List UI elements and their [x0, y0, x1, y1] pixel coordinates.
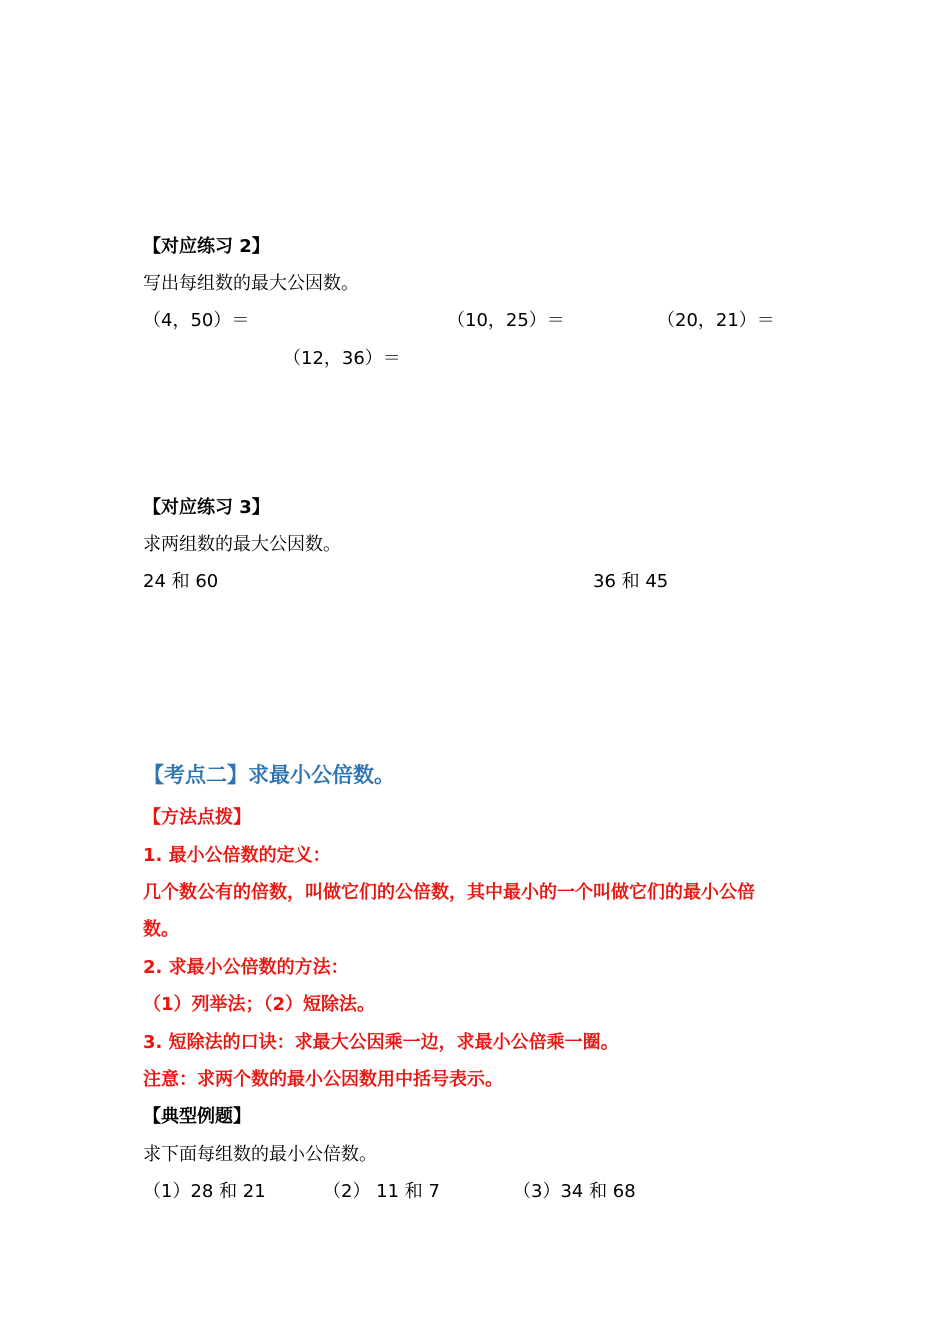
problem-item: （4，50）＝ [143, 310, 250, 331]
example-problem: （1）28 和 21 [143, 1181, 266, 1202]
method-point: （1）列举法；（2）短除法。 [143, 994, 376, 1015]
method-point: 3. 短除法的口诀：求最大公因乘一边，求最小公倍乘一圈。 [143, 1032, 619, 1053]
practice-3-heading: 【对应练习 3】 [143, 497, 270, 518]
example-problem: （3）34 和 68 [513, 1181, 636, 1202]
problem-item: 24 和 60 [143, 571, 219, 592]
method-point: 数。 [143, 919, 179, 940]
method-point: 2. 求最小公倍数的方法： [143, 957, 349, 978]
problem-item: （20，21）＝ [657, 310, 775, 331]
practice-2-heading: 【对应练习 2】 [143, 236, 270, 257]
method-heading: 【方法点拨】 [143, 807, 251, 828]
problem-item: 36 和 45 [593, 571, 669, 592]
practice-2-instruction: 写出每组数的最大公因数。 [143, 273, 359, 294]
method-point: 几个数公有的倍数，叫做它们的公倍数，其中最小的一个叫做它们的最小公倍 [143, 882, 755, 903]
problem-item: （10，25）＝ [447, 310, 565, 331]
practice-3-instruction: 求两组数的最大公因数。 [143, 534, 341, 555]
example-problem: （2） 11 和 7 [323, 1181, 440, 1202]
example-instruction: 求下面每组数的最小公倍数。 [143, 1144, 377, 1165]
method-note: 注意：求两个数的最小公因数用中括号表示。 [143, 1069, 503, 1090]
method-point: 1. 最小公倍数的定义： [143, 845, 331, 866]
section-title: 【考点二】求最小公倍数。 [143, 763, 395, 787]
problem-item: （12，36）＝ [283, 348, 401, 369]
example-heading: 【典型例题】 [143, 1106, 251, 1127]
